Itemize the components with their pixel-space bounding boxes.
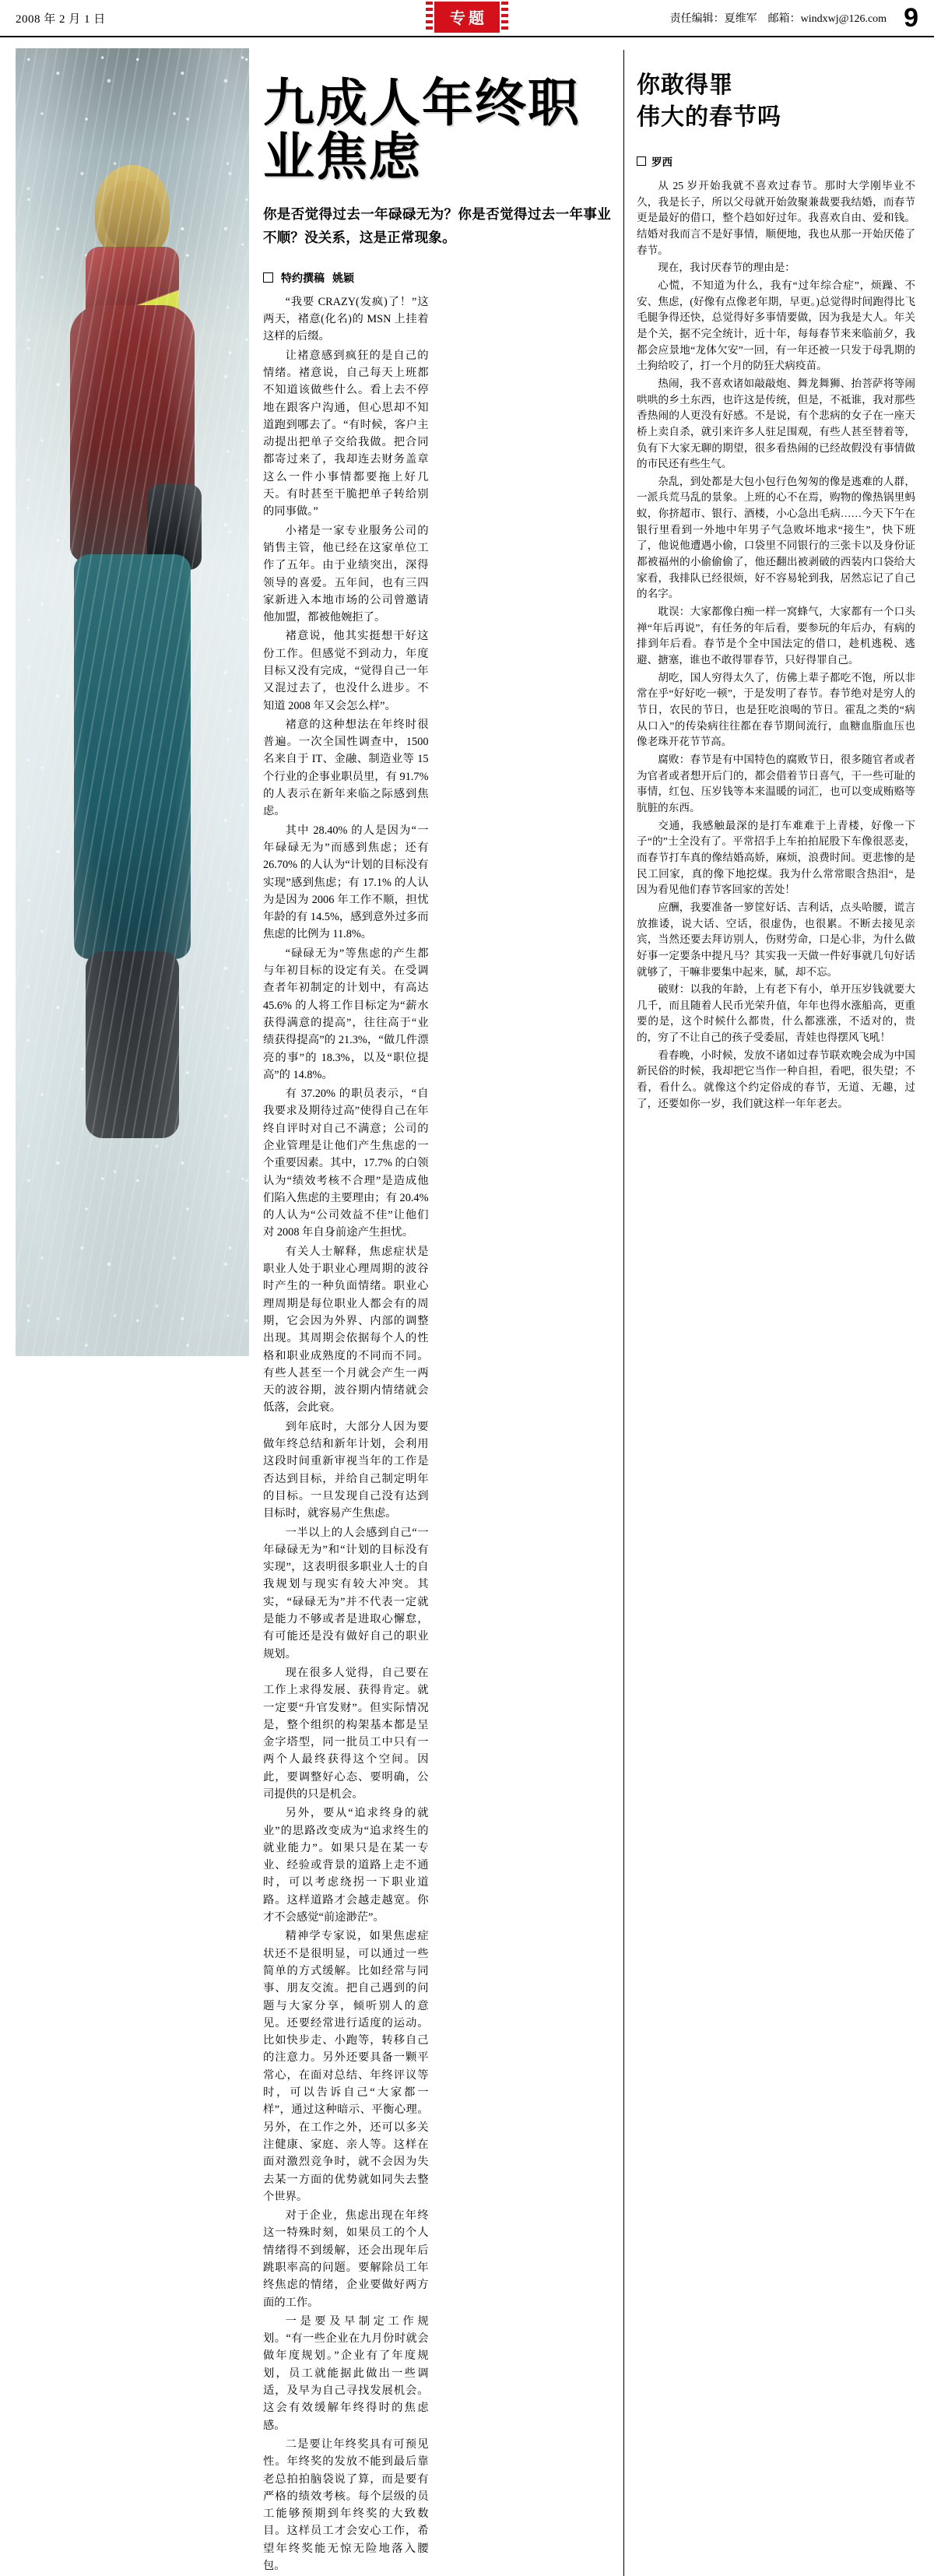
article-paragraph: 有关人士解释，焦虑症状是职业人处于职业心理周期的波谷时产生的一种负面情绪。职业心理周期是每位职业人都会有的周期，它会因为外界、内部的调整出现。其周期会依据每个人的性格和职业成熟度的不同而不同。有些人甚至一个月就会产生一两天的波谷期，波谷期内情绪就会低落，会此衰。 [263, 1245, 429, 1415]
masthead-right [670, 5, 918, 31]
side-byline [637, 153, 915, 169]
article-paragraph: 耽误：大家都像白痴一样一窝蜂气，大家都有一个口头禅“年后再说”，有任务的年后看，要参玩的年后办，有病的排到年后看。春节是个全中国法定的借口，趁机逃税、逃避、搪塞，谁也不敢得罪春节，只好得罪自己。 [637, 606, 915, 666]
byline-author: 姚颖 [332, 272, 354, 285]
page-content [0, 37, 934, 2576]
section-badge-label: 专题 [434, 2, 500, 33]
editor-credit: 责任编辑：夏维军 [669, 13, 757, 25]
article-paragraph: 现在很多人觉得，自己要在工作上求得发展、获得肯定。就一定要“升官发财”。但实际情况是，整个组织的构架基本都是呈金字塔型，同一批员工中只有一两个人最终获得这个空间。因此，要调整好心态、要明确，公司提供的只是机会。 [263, 1666, 429, 1801]
side-article-body [637, 178, 915, 1112]
article-paragraph: 二是要让年终奖具有可预见性。年终奖的发放不能到最后靠老总拍拍脑袋说了算，而是要有严格的绩效考核。每个层级的员工能够预期到年终奖的大致数目。这样员工才会安心工作，希望年终奖能无惊无险地落入腰包。 [263, 2437, 429, 2573]
article-paragraph: 心慌，不知道为什么，我有“过年综合症”，烦躁、不安、焦虑，(好像有点像老年期，早更。)总觉得时间跑得比飞毛腿争得还快，总觉得好多事情要做，因为我是大人。年关是个关，据不完全统计，近十年，每每春节来来临前夕，我都会应景地“龙体欠安”一回，有一年还被一只发于母乳期的土狗给咬了，打一个月的防狂犬病疫苗。 [637, 279, 915, 372]
article-paragraph: 褚意的这种想法在年终时很普遍。一次全国性调查中，1500 名来自于 IT、金融、制造业等 15 个行业的企事业职员里，有 91.7% 的人表示在新年来临之际感到焦虑。 [263, 718, 429, 818]
column-divider [623, 50, 624, 2576]
article-paragraph: “我要 CRAZY(发疯)了！”这两天，褚意(化名)的 MSN 上挂着这样的后缀。 [263, 295, 429, 343]
page-number: 9 [904, 3, 918, 33]
side-title-line1: 你敢得罪 [637, 72, 733, 99]
article-paragraph: 小褚是一家专业服务公司的销售主管，他已经在这家单位工作了五年。由于业绩突出，深得领导的喜爱。五年间，也有三四家新进入本地市场的公司曾邀请他加盟，都被他婉拒了。 [263, 524, 429, 624]
article-paragraph: 精神学专家说，如果焦虑症状还不是很明显，可以通过一些简单的方式缓解。比如经常与同事、朋友交流。把自己遇到的问题与大家分享，倾听别人的意见。还要经常进行适度的运动。比如快步走、小跑等，转移自己的注意力。另外还要具备一颗平常心，在面对总结、年终评议等时，可以告诉自己“大家都一样”，通过这种暗示、平衡心理。另外，在工作之外，还可以多关注健康、家庭、亲人等。这样在面对激烈竞争时，就不会因为失去某一方面的优势就如同失去整个世界。 [263, 1930, 429, 2203]
bullet-square-icon [263, 272, 273, 283]
article-paragraph: 杂乱，到处都是大包小包行色匆匆的像是逃难的人群，一派兵荒马乱的景象。上班的心不在焉，购物的像热锅里蚂蚁，你挤超市、银行、酒楼，小心急出毛病……今天下午在银行里看到一外地中年男子气急败坏地求“接生”，快下班了，他说他遭遇小偷，口袋里不同银行的三张卡以及身份证都被福州的小偷偷偷了，他还翻出被剥破的西装内口袋给大家看，我排队已经很烦，好不容易轮到我，居然忘记了自己的名字。 [637, 475, 915, 600]
article-paragraph: 另外，要从“追求终身的就业”的思路改变成为“追求终生的就业能力”。如果只是在某一专业、经验或背景的道路上走不通时，可以考虑绕拐一下职业道路。这样道路才会越走越宽。你才不会感觉“前途渺茫”。 [263, 1807, 429, 1924]
article-paragraph: 应酬，我要准备一箩筐好话、吉利话，点头哈腰，谎言放推诿，说大话、空话，很虚伪，也很累。不断去接见亲宾，当然还要去拜访别人，伤财劳命，口是心非，为什么做好事一定要条中提凡马？其实我一天做一件好事就几句好话就够了，干嘛非要集中起来，腻，却不忘。 [637, 901, 915, 978]
main-headline-zone [263, 72, 611, 250]
article-paragraph: 一半以上的人会感到自己“一年碌碌无为”和“计划的目标没有实现”，这表明很多职业人士的自我规划与现实有较大冲突。其实，“碌碌无为”并不代表一定就是能力不够或者是进取心懈怠，有可能还是没有做好自己的职业规划。 [263, 1526, 429, 1661]
main-byline [263, 270, 611, 286]
article-paragraph: 褚意说，他其实挺想干好这份工作。但感觉不到动力，年度目标又没有完成，“觉得自己一年又混过去了，也没什么进步。不知道 2008 年又会怎么样”。 [263, 630, 429, 712]
article-paragraph: 有 37.20% 的职员表示，“自我要求及期待过高”使得自己在年终自评时对自己不满意；公司的企业管理是让他们产生焦虑的一个重要因素。其中，17.7% 的白领认为“绩效考核不合理”是造成他们陷入焦虑的主要理由；有 20.4% 的人认为“公司效益不佳”让他们对 2008 年自身前途产生担忧。 [263, 1088, 429, 1239]
article-paragraph: 热闹，我不喜欢诸如敲敲炮、舞龙舞狮、抬菩萨将等闹哄哄的乡土东西，也许这是传统，但是，不祗谁，我对那些香热闹的人更没有好感。不是说，有个悲病的女子在一座天桥上卖自杀，就引来许多人驻足围观，有些人甚至替着等，负有下大家无聊的期望，很多看热闹的已经故假没有事情做的市民还有些生气。 [637, 377, 915, 470]
article-paragraph: “碌碌无为”等焦虑的产生都与年初目标的设定有关。在受调查者年初制定的计划中，有高达 45.6% 的人将工作目标定为“薪水获得满意的提高”，往往高于“业绩获得提高”的 21.3%，“做几件漂亮的事”的 18.3%，以及“职位提高”的 14.8%。 [263, 947, 429, 1081]
bullet-square-icon [637, 156, 646, 166]
article-paragraph: 从 25 岁开始我就不喜欢过春节。那时大学刚毕业不久，我是长子，所以父母就开始敛聚兼裁要我结婚，而春节更是最好的借口，整个趋如好过年。我喜欢自由、爱和钱。结婚对我而言不是好事情，顺便地，我也从那一开始厌倦了春节。 [637, 180, 915, 256]
main-article [16, 48, 611, 2576]
feature-photo [16, 48, 249, 1356]
article-deck: 你是否觉得过去一年碌碌无为？你是否觉得过去一年事业不顺？没关系，这是正常现象。 [263, 206, 611, 245]
page-title: 九成人年终职业焦虑 [263, 72, 581, 187]
photo-vignette [16, 48, 249, 1356]
article-paragraph: 到年底时，大部分人因为要做年终总结和新年计划，会利用这段时间重新审视当年的工作是否达到目标，并给自己制定明年的目标。一旦发现自己没有达到目标时，就容易产生焦虑。 [263, 1420, 429, 1520]
side-article [637, 48, 915, 2576]
article-paragraph: 交通，我感触最深的是打车难难于上青楼，好像一下子“的”士全没有了。平常招手上车拍拍屁股下车像很恶麦，而春节打车真的像结婚高娇，麻烦，浪费时间。更悲惨的是民工回家，真的像下地挖煤。我为什么常常眼含热泪“，是因为看见他们春节客回家的苦处！ [637, 819, 915, 896]
article-paragraph: 现在，我讨厌春节的理由是： [658, 262, 795, 274]
article-paragraph: 腐败：春节是有中国特色的腐败节日，很多随官者或者为官者或者想开后门的，都会借着节日喜气，干一些可耻的事情，红包、压岁钱等本来温暖的词汇，也可以变成贿赂等肮脏的东西。 [637, 753, 915, 814]
article-paragraph: 看春晚，小时候，发放不诸如过春节联欢晚会成为中国新民俗的时候，我却把它当作一种自担，看吧，很失望；不看，看什么。就像这个约定俗成的春节，无道、无趣，过了，还要如你一岁，我们就这样一年年老去。 [637, 1049, 915, 1109]
masthead [0, 0, 934, 37]
side-byline-author: 罗西 [651, 156, 672, 168]
byline-label: 特约撰稿 [281, 272, 325, 285]
side-title-line2: 伟大的春节吗 [637, 103, 781, 131]
mailbox-credit: 邮箱：windxwj@126.com [767, 13, 887, 25]
article-paragraph: 对于企业，焦虑出现在年终这一特殊时刻，如果员工的个人情绪得不到缓解，还会出现年后跳职率高的问题。要解除员工年终焦虑的情绪，企业要做好两方面的工作。 [263, 2209, 429, 2309]
article-paragraph: 其中 28.40% 的人是因为“一年碌碌无为”而感到焦虑；还有 26.70% 的人认为“计划的目标没有实现”感到焦虑；有 17.1% 的人认为是因为 2006 年工作不顺，担忧年龄的有 14.5%，感到意外过多而焦虑的比例为 11.8%。 [263, 824, 429, 941]
article-paragraph: 让褚意感到疯狂的是自己的情绪。褚意说，自己每天上班都不知道该做些什么。看上去不停地在跟客户沟通，但心思却不知道跑到哪去了。“有时候，客户主动提出把单子交给我做。把合同都寄过来了，我却连去财务盖章这么一件小事情都要拖上好几天。有时甚至干脆把单子转给别的同事做。” [263, 349, 429, 518]
side-article-title [637, 70, 915, 133]
article-paragraph: 破财：以我的年龄，上有老下有小，单开压岁钱就要大几千，而且随着人民币光荣升值，年年也得水涨船高，更重要的是，这个时候什么都贵，什么都涨涨，不适对的，贵的，穷了不让自己的孩子受委屈，青娃也得摆风飞吼！ [637, 983, 915, 1044]
article-paragraph: 胡吃，国人穷得太久了，仿佛上辈子都吃不饱，所以非常在乎“好好吃一顿”，于是发明了春节。春节绝对是穷人的节日，农民的节日，也是狂吃浪喝的节日。霍乱之类的“病从口入”的传染病往往都在春节期间流行，血糖血脂血压也像老珠开花节节高。 [637, 671, 915, 748]
article-paragraph: 一是要及早制定工作规划。“有一些企业在九月份时就会做年度规划。”企业有了年度规划，员工就能据此做出一些调适，及早为自己寻找发展机会。这会有效缓解年终得时的焦虑感。 [263, 2314, 429, 2432]
issue-date: 2008 年 2 月 1 日 [16, 12, 106, 26]
section-badge [434, 2, 500, 33]
main-article-body [263, 293, 611, 2576]
